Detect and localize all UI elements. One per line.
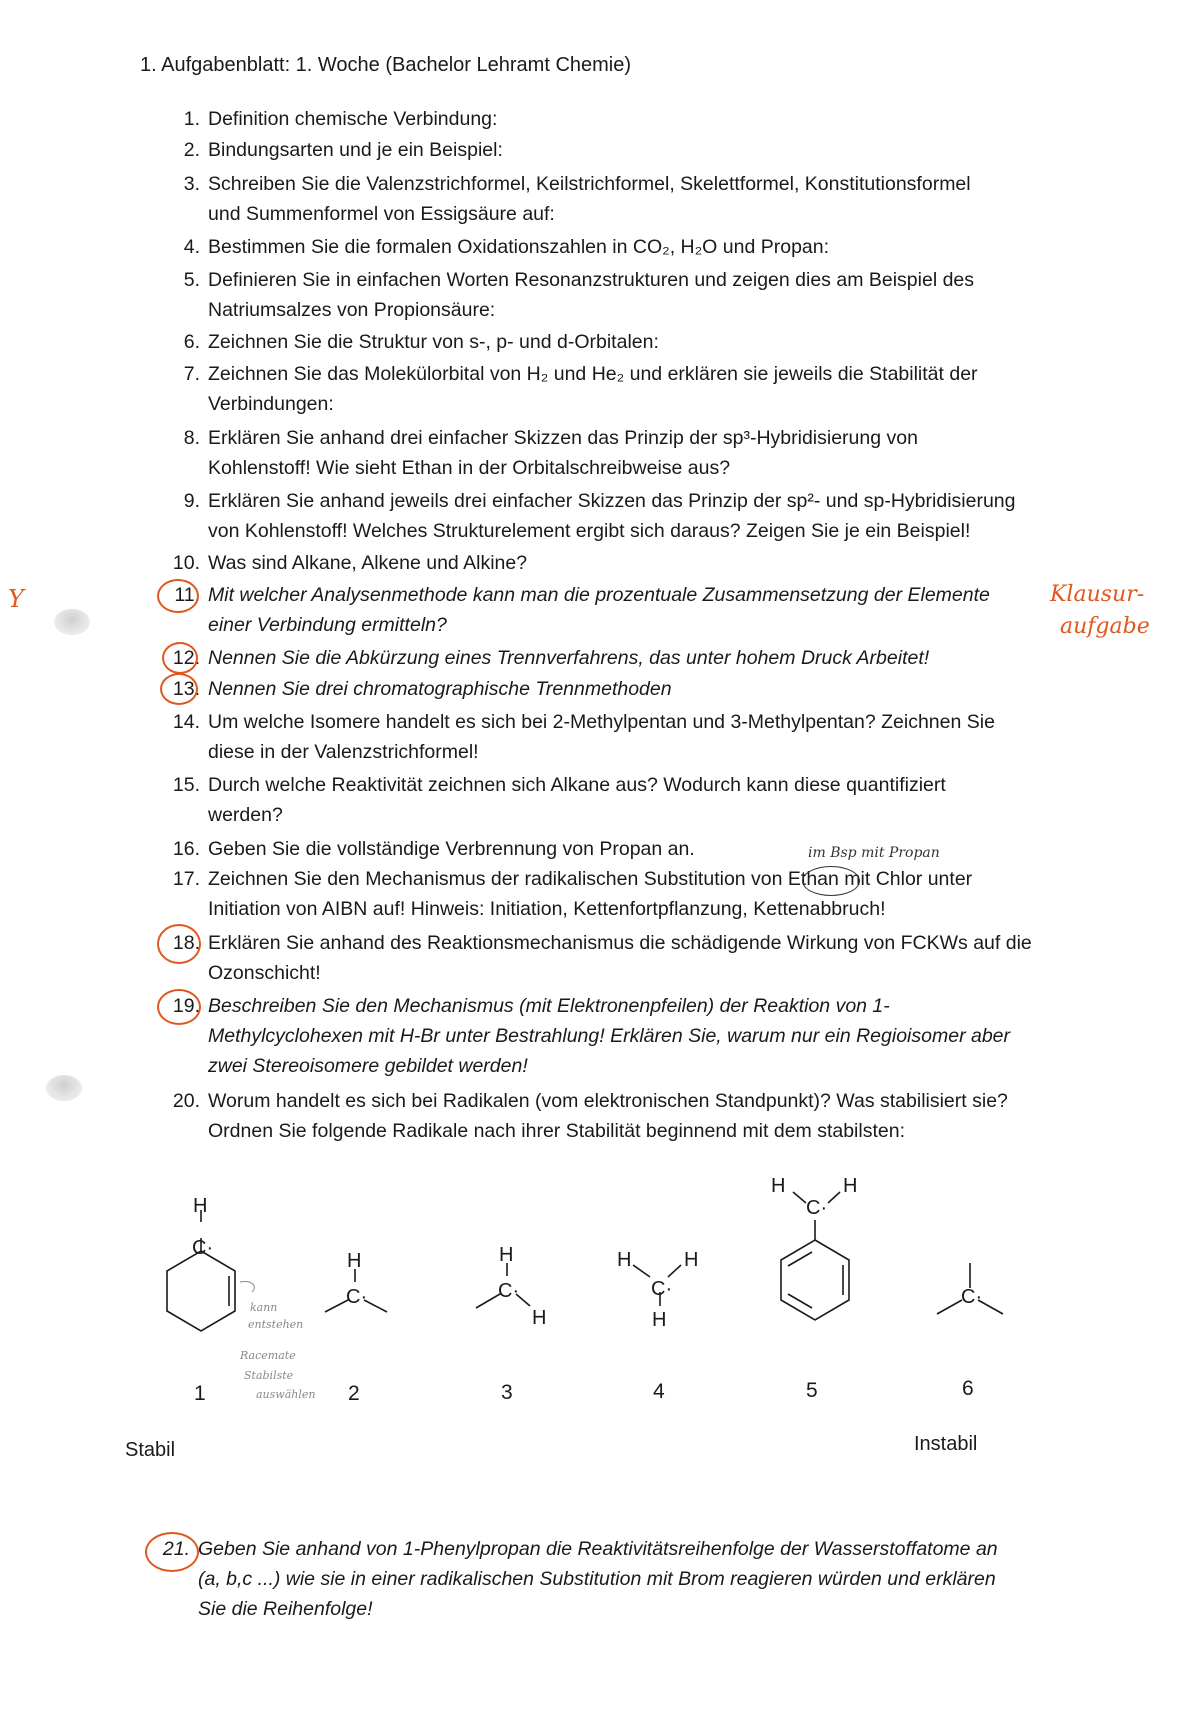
question-number: 21. [162,1538,190,1560]
page-title: 1. Aufgabenblatt: 1. Woche (Bachelor Lehramt Chemie) [140,54,632,76]
question-text: Mit welcher Analysenmethode kann man die prozentuale Zusammensetzung der Elemente [208,584,990,606]
question-number: 17. [172,868,200,890]
structure6-atom-c: C· [961,1286,983,1308]
question-number: 18. [172,932,200,954]
structure1-note-arrow [240,1282,254,1292]
structure1-note: kann [250,1301,278,1314]
ethan-note: im Bsp mit Propan [808,845,940,861]
structure4-atom-h: H [617,1249,632,1271]
question-text: Ordnen Sie folgende Radikale nach ihrer Stabilität beginnend mit dem stabilsten: [208,1120,906,1142]
question-text: werden? [208,804,283,826]
structure5-ring [781,1240,849,1320]
question-text: Bindungsarten und je ein Beispiel: [208,139,503,161]
structure2-atom-h: H [347,1250,362,1272]
structure-label-6: 6 [962,1377,974,1400]
structure5-atom-h: H [843,1175,858,1197]
question-number: 13. [172,678,200,700]
structure5-atom-h: H [771,1175,786,1197]
question-number: 8. [183,427,200,449]
question-text: Zeichnen Sie die Struktur von s-, p- und d-Orbitalen: [208,331,659,353]
klausur-note-line1: Klausur- [1050,582,1145,607]
structure4-atom-h: H [652,1309,667,1331]
structure-label-2: 2 [348,1382,360,1405]
question-number: 19. [172,995,200,1017]
structure3-atom-c: C· [498,1280,520,1302]
structure4-bond [633,1265,650,1277]
question-number: 15. [172,774,200,796]
structure1-note: Stabilste [244,1369,294,1382]
question-text: Sie die Reihenfolge! [198,1598,373,1620]
question-number: 12. [172,647,200,669]
question-number: 4. [183,236,200,258]
question-text: Beschreiben Sie den Mechanismus (mit Elektronenpfeilen) der Reaktion von 1- [208,995,890,1017]
question-text: (a, b,c ...) wie sie in einer radikalischen Substitution mit Brom reagieren würden und erklären [198,1568,996,1590]
question-text: Definition chemische Verbindung: [208,108,498,130]
question-text: Nennen Sie die Abkürzung eines Trennverfahrens, das unter hohem Druck Arbeitet! [208,647,930,669]
question-text: zwei Stereoisomere gebildet werden! [208,1055,528,1077]
structure1-note: Racemate [240,1349,296,1362]
structure1-atom-c: C· [192,1237,214,1259]
structure-label-1: 1 [194,1382,206,1405]
question-text: Bestimmen Sie die formalen Oxidationszahlen in CO₂, H₂O und Propan: [208,236,830,258]
question-number: 11. [174,584,200,606]
question-text: Zeichnen Sie den Mechanismus der radikalischen Substitution von Ethan mit Chlor unter [208,868,973,890]
question-text: Erklären Sie anhand des Reaktionsmechanismus die schädigende Wirkung von FCKWs auf die [208,932,1032,954]
structure3-bond [476,1294,500,1308]
question-text: Um welche Isomere handelt es sich bei 2-Methylpentan und 3-Methylpentan? Zeichnen Sie [208,711,995,733]
margin-mark: Y [8,585,24,613]
question-text: Zeichnen Sie das Molekülorbital von H₂ und He₂ und erklären sie jeweils die Stabilität der [208,363,978,385]
question-text: einer Verbindung ermitteln? [208,614,447,636]
question-number: 6. [183,331,200,353]
question-number: 7. [183,363,200,385]
structure-label-3: 3 [501,1381,513,1404]
question-number: 20. [172,1090,200,1112]
question-text: Erklären Sie anhand drei einfacher Skizzen das Prinzip der sp³-Hybridisierung von [208,427,918,449]
question-text: Geben Sie anhand von 1-Phenylpropan die Reaktivitätsreihenfolge der Wasserstoffatome an [198,1538,998,1560]
question-text: diese in der Valenzstrichformel! [208,741,479,763]
structure1-note: entstehen [248,1318,304,1331]
question-number: 3. [183,173,200,195]
structure-label-4: 4 [653,1380,665,1403]
structure2-bond [325,1300,348,1312]
question-text: von Kohlenstoff! Welches Strukturelement ergibt sich daraus? Zeigen Sie je ein Beispiel! [208,520,971,542]
question-number: 2. [183,139,200,161]
structure-label-5: 5 [806,1379,818,1402]
structure4-atom-c: C· [651,1278,673,1300]
question-text: Nennen Sie drei chromatographische Trennmethoden [208,678,672,700]
question-number: 9. [183,490,200,512]
structure1-note: auswählen [256,1388,316,1401]
structure3-atom-h: H [532,1307,547,1329]
structure2-bond [364,1300,387,1312]
question-text: Definieren Sie in einfachen Worten Resonanzstrukturen und zeigen dies am Beispiel des [208,269,975,291]
question-text: Kohlenstoff! Wie sieht Ethan in der Orbitalschreibweise aus? [208,457,731,479]
structure3-atom-h: H [499,1244,514,1266]
question-text: Ozonschicht! [208,962,321,984]
question-text: Erklären Sie anhand jeweils drei einfacher Skizzen das Prinzip der sp²- und sp-Hybridisierung [208,490,1016,512]
question-text: Initiation von AIBN auf! Hinweis: Initiation, Kettenfortpflanzung, Kettenabbruch! [208,898,886,920]
structure5-bond [828,1192,840,1203]
structure5-bond [793,1192,806,1203]
stability-label-unstable: Instabil [914,1433,978,1455]
question-text: Schreiben Sie die Valenzstrichformel, Keilstrichformel, Skelettformel, Konstitutionsformel [208,173,971,195]
question-number: 5. [183,269,200,291]
structure1-ring [167,1251,235,1331]
question-number: 14. [172,711,200,733]
question-text: Worum handelt es sich bei Radikalen (vom elektronischen Standpunkt)? Was stabilisiert sie? [208,1090,1008,1112]
klausur-note-line2: aufgabe [1060,614,1150,639]
question-text: Geben Sie die vollständige Verbrennung von Propan an. [208,838,695,860]
structure2-atom-c: C· [346,1286,368,1308]
question-number: 1. [183,108,200,130]
question-text: Natriumsalzes von Propionsäure: [208,299,496,321]
structure6-bond [937,1300,962,1314]
structure1-atom-h: H [193,1195,208,1217]
question-number: 10. [172,552,200,574]
question-text: Verbindungen: [208,393,334,415]
question-number: 16. [172,838,200,860]
question-text: und Summenformel von Essigsäure auf: [208,203,555,225]
question-text: Durch welche Reaktivität zeichnen sich Alkane aus? Wodurch kann diese quantifiziert [208,774,946,796]
question-text: Was sind Alkane, Alkene und Alkine? [208,552,528,574]
structure4-bond [668,1265,681,1277]
structure4-atom-h: H [684,1249,699,1271]
stability-label-stable: Stabil [125,1439,176,1461]
question-text: Methylcyclohexen mit H-Br unter Bestrahlung! Erklären Sie, warum nur ein Regioisomer aber [208,1025,1011,1047]
structure5-atom-c: C· [806,1197,828,1219]
